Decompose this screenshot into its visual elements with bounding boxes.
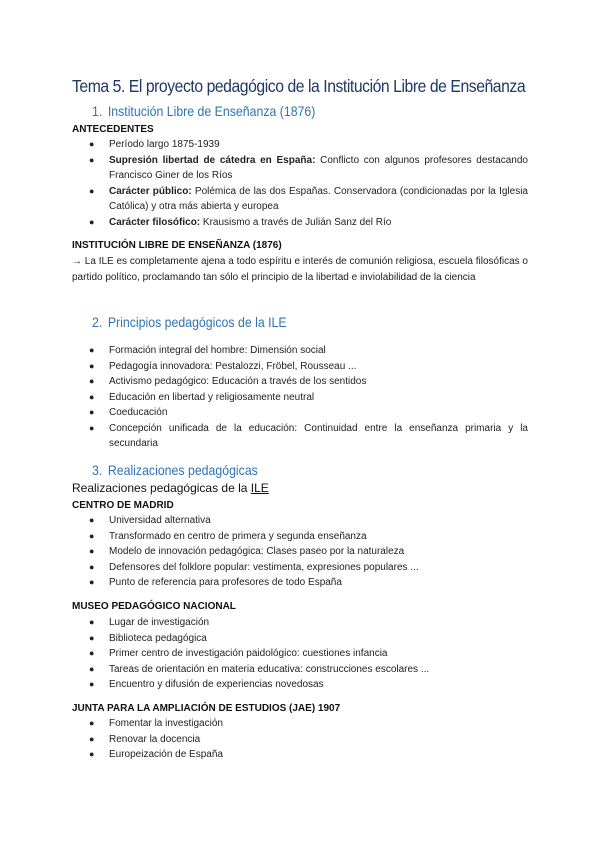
section-3-heading: [92, 462, 258, 478]
antecedentes-label: ANTECEDENTES: [72, 124, 154, 135]
list-item: ● Biblioteca pedagógica: [0, 631, 528, 647]
list-item: ● Fomentar la investigación: [0, 716, 528, 732]
bullet-icon: ●: [89, 422, 95, 433]
bullet-icon: ●: [89, 648, 95, 658]
museo-list: [0, 615, 528, 693]
bullet-icon: ●: [89, 515, 95, 525]
bullet-icon: ●: [89, 733, 95, 744]
list-item: ● Modelo de innovación pedagógica: Clases paseo por la naturaleza: [0, 544, 528, 560]
centro-list: [0, 513, 528, 591]
list-item: ● Universidad alternativa: [0, 513, 528, 529]
bullet-icon: ●: [89, 561, 95, 572]
list-item: ● Tareas de orientación en materia educativa: construcciones escolares ...: [0, 662, 528, 678]
bullet-icon: ●: [89, 376, 95, 386]
list-item: ● Concepción unificada de la educación: Continuidad entre la enseñanza primaria y la secundaria: [89, 422, 528, 449]
jae-label: JUNTA PARA LA AMPLIACIÓN DE ESTUDIOS (JAE) 1907: [72, 703, 341, 714]
bullet-icon: ●: [89, 154, 95, 165]
antecedentes-list: [0, 137, 528, 230]
bullet-icon: ●: [89, 679, 95, 689]
principios-list: [0, 343, 528, 452]
section-2-title: Principios pedagógicos de la ILE: [107, 314, 287, 330]
list-item: ● Activismo pedagógico: Educación a través de los sentidos: [0, 374, 528, 390]
list-item: ● Coeducación: [0, 405, 528, 421]
bullet-icon: ●: [89, 407, 95, 417]
list-item: ● Primer centro de investigación paidológico: cuestiones infancia: [0, 646, 528, 662]
centro-label: CENTRO DE MADRID: [72, 500, 174, 511]
museo-label: MUSEO PEDAGÓGICO NACIONAL: [72, 601, 236, 612]
ile-label: INSTITUCIÓN LIBRE DE ENSEÑANZA (1876): [72, 240, 282, 251]
list-item: ● Transformado en centro de primera y segunda enseñanza: [0, 529, 528, 545]
section-1-number: 1.: [92, 103, 103, 119]
list-item: ● Pedagogía innovadora: Pestalozzi, Fröbel, Rousseau ...: [0, 359, 528, 375]
list-item: ● Formación integral del hombre: Dimensión social: [0, 343, 528, 359]
section-3-title: Realizaciones pedagógicas: [107, 462, 258, 478]
bullet-icon: ●: [89, 718, 95, 728]
list-item: ● Carácter filosófico: Krausismo a través de Julián Sanz del Río: [0, 215, 528, 231]
realizaciones-subheading: Realizaciones pedagógicas de la ILE: [72, 481, 269, 495]
bullet-icon: ●: [89, 530, 95, 541]
bullet-icon: ●: [89, 139, 95, 149]
list-item: ● Defensores del folklore popular: vestimenta, expresiones populares ...: [0, 560, 528, 576]
bullet-icon: ●: [89, 749, 95, 759]
bullet-icon: ●: [89, 360, 95, 371]
list-item: ● Lugar de investigación: [0, 615, 528, 631]
list-item: ● Europeización de España: [0, 747, 528, 763]
list-item: ● Educación en libertad y religiosamente neutral: [0, 390, 528, 406]
list-item: ● Período largo 1875-1939: [0, 137, 528, 153]
ile-link-text: ILE: [250, 481, 269, 495]
bullet-icon: ●: [89, 546, 95, 556]
list-item: ● Renovar la docencia: [0, 732, 528, 748]
jae-list: [0, 716, 528, 763]
bullet-icon: ●: [89, 617, 95, 627]
list-item: ● Encuentro y difusión de experiencias novedosas: [0, 677, 528, 693]
list-item: ● Carácter público: Polémica de las dos Españas. Conservadora (condicionadas por la Iglesia Católica) y otra más abierta y europea: [89, 185, 528, 212]
bullet-icon: ●: [89, 577, 95, 587]
bullet-icon: ●: [89, 216, 95, 227]
section-1-heading: [92, 103, 315, 119]
bullet-icon: ●: [89, 345, 95, 355]
page-title: Tema 5. El proyecto pedagógico de la Institución Libre de Enseñanza: [72, 76, 526, 96]
bullet-icon: ●: [89, 632, 95, 643]
section-1-title: Institución Libre de Enseñanza (1876): [107, 103, 316, 119]
section-2-number: 2.: [92, 314, 103, 330]
bullet-icon: ●: [89, 391, 95, 402]
ile-paragraph: → La ILE es completamente ajena a todo espíritu e interés de comunión religiosa, escuela filosóficas o partido político, proclamando tan sólo el principio de la libertad e inviolabilidad de la ciencia: [72, 256, 528, 283]
list-item: ● Punto de referencia para profesores de todo España: [0, 575, 528, 591]
section-2-heading: [92, 314, 287, 330]
bullet-icon: ●: [89, 185, 95, 196]
bullet-icon: ●: [89, 663, 95, 674]
section-3-number: 3.: [92, 462, 103, 478]
list-item: ● Supresión libertad de cátedra en España: Conflicto con algunos profesores destacando Francisco Giner de los Ríos: [89, 154, 528, 181]
